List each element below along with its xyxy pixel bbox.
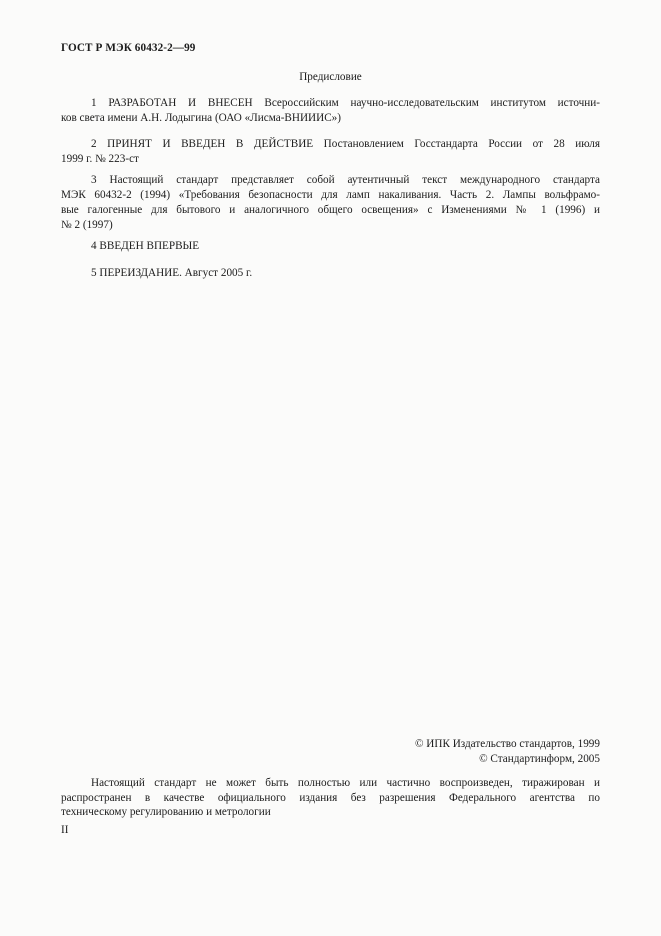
item-3-line-4: № 2 (1997) [61,219,113,231]
notice-line-2: распространен в качестве официального издания без разрешения Федерального агентства по [61,791,600,804]
item-3-line-2: МЭК 60432-2 (1994) «Требования безопасности для ламп накаливания. Часть 2. Лампы вольфрамо- [61,189,600,201]
standard-code: ГОСТ Р МЭК 60432-2—99 [61,42,196,54]
item-2 [61,137,600,167]
item-4 [61,239,600,254]
item-5 [61,266,600,281]
notice-line-1: Настоящий стандарт не может быть полностью или частично воспроизведен, тиражирован и [91,777,600,789]
copyright-line-1: © ИПК Издательство стандартов, 1999 [414,738,600,750]
item-2-line-2: 1999 г. № 223-ст [61,153,139,165]
item-1 [61,96,600,126]
item-1-line-2: ков света имени А.Н. Лодыгина (ОАО «Лисма-ВНИИИС») [61,112,341,124]
item-3-line-1: 3 Настоящий стандарт представляет собой аутентичный текст международного стандарта [91,174,600,186]
page-title: Предисловие [299,71,362,83]
item-3 [61,173,600,233]
item-3-line-3: вые галогенные для бытового и аналогичного общего освещения» с Изменениями № 1 (1996) и [61,204,600,216]
item-4-line-1: 4 ВВЕДЕН ВПЕРВЫЕ [91,240,200,252]
reproduction-notice [61,776,600,820]
item-5-line-1: 5 ПЕРЕИЗДАНИЕ. Август 2005 г. [91,267,253,279]
copyright-line-2: © Стандартинформ, 2005 [479,753,600,765]
item-2-line-1: 2 ПРИНЯТ И ВВЕДЕН В ДЕЙСТВИЕ Постановлением Госстандарта России от 28 июля [91,138,600,150]
page-number: II [61,824,69,836]
notice-line-3: техническому регулированию и метрологии [61,806,271,818]
item-1-line-1: 1 РАЗРАБОТАН И ВНЕСЕН Всероссийским научно-исследовательским институтом источни- [91,97,600,109]
